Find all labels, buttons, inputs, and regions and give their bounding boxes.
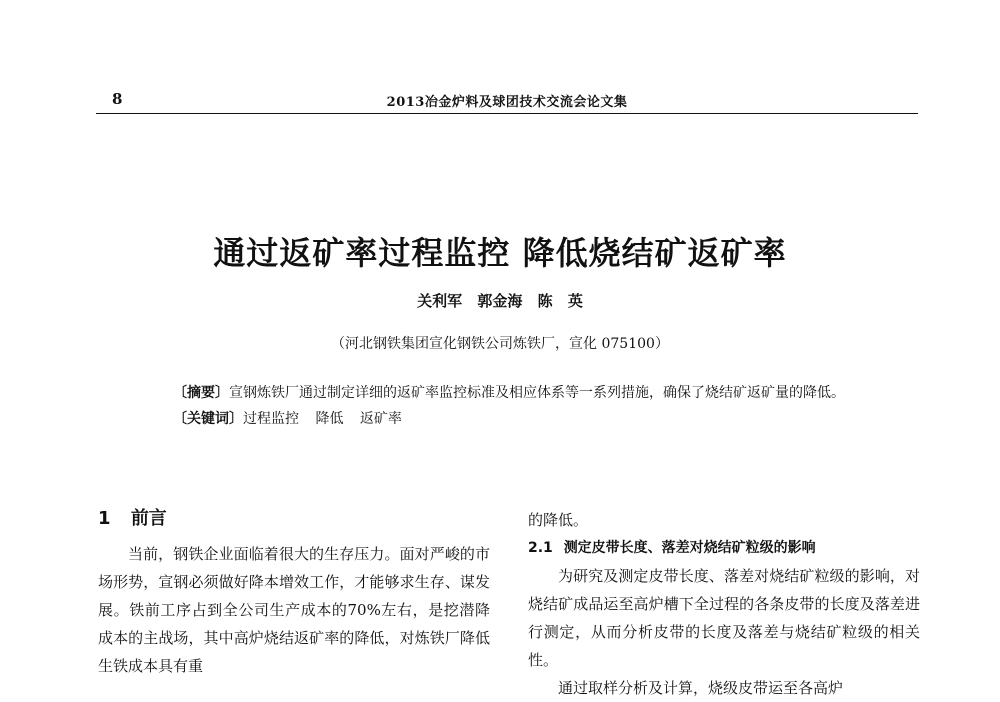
- authors: 关利军 郭金海 陈 英: [417, 292, 583, 310]
- subsection-2-1-title: 测定皮带长度、落差对烧结矿粒级的影响: [563, 540, 816, 556]
- section-1-paragraph: 当前，钢铁企业面临着很大的生存压力。面对严峻的市场形势，宣钢必须做好降本增效工作，才能够求生存、谋发展。铁前工序占到全公司生产成本的70%左右，是挖潜降成本的主战场，其中高炉烧结返矿率的降低，对炼铁厂降低生铁成本具有重: [98, 545, 490, 675]
- header-rule: [96, 113, 918, 114]
- affiliation: （河北钢铁集团宣化钢铁公司炼铁厂，宣化 075100）: [331, 336, 669, 352]
- abstract-text: 宣钢炼铁厂通过制定详细的返矿率监控标准及相应体系等一系列措施，确保了烧结矿返矿量的降低。: [229, 385, 845, 401]
- journal-title: 2013冶金炉料及球团技术交流会论文集: [386, 95, 628, 110]
- abstract-label: 〔摘要〕: [173, 385, 229, 401]
- right-column: [528, 506, 920, 702]
- keywords-text: 过程监控 降低 返矿率: [243, 411, 402, 427]
- abstract-block: [141, 380, 883, 432]
- section-1-number: 1: [98, 508, 111, 529]
- keywords-label: 〔关键词〕: [173, 411, 243, 427]
- page-header: [96, 90, 918, 114]
- subsection-2-1-number: 2.1: [528, 540, 553, 556]
- subsection-2-1-next-line: 通过取样分析及计算，烧级皮带运至各高炉: [558, 679, 844, 697]
- left-column: [98, 506, 490, 680]
- page-number: 8: [112, 90, 123, 108]
- paper-title: 通过返矿率过程监控 降低烧结矿返矿率: [213, 234, 787, 272]
- abstract: [141, 380, 883, 406]
- continued-text: 的降低。: [528, 511, 589, 529]
- subsection-2-1-paragraph: 为研究及测定皮带长度、落差对烧结矿粒级的影响，对烧结矿成品运至高炉槽下全过程的各条皮带的长度及落差进行测定，从而分析皮带的长度及落差与烧结矿粒级的相关性。: [528, 567, 920, 669]
- keywords: [141, 406, 883, 432]
- section-1-title: 前言: [130, 508, 167, 529]
- subsection-2-1-heading: [528, 534, 920, 562]
- section-1-heading: [98, 506, 490, 532]
